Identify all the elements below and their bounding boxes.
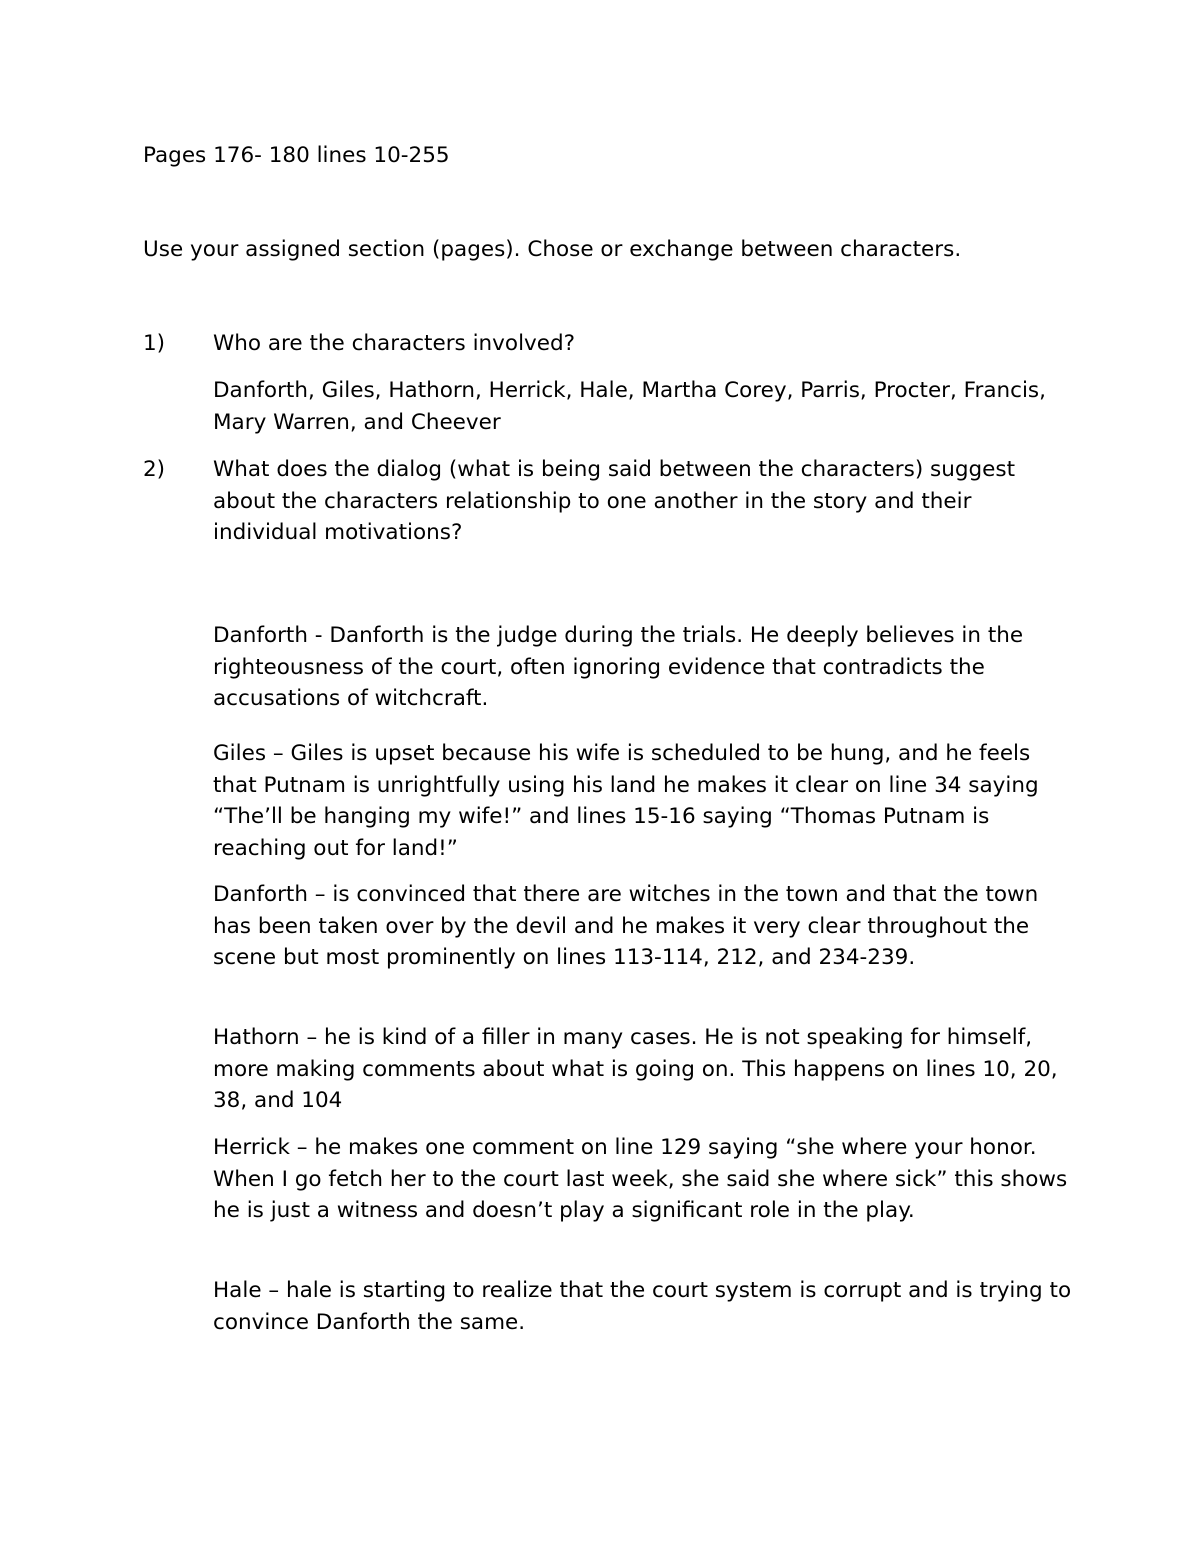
answer-paragraph-danforth-2: Danforth – is convinced that there are witches in the town and that the town has been taken over by the devil and he makes it very clear throughout the scene but most prominently on lines 113-114, 212, and 234-239. (213, 882, 1039, 970)
answer-paragraph-danforth: Danforth - Danforth is the judge during the trials. He deeply believes in the righteousness of the court, often ignoring evidence that contradicts the accusations of witchcraft. (213, 623, 1024, 711)
question-number: 2) (143, 457, 166, 482)
answer-paragraph-herrick: Herrick – he makes one comment on line 129 saying “she where your honor. When I go fetch her to the court last week, she said she where sick” this shows he is just a witness and doesn’t play a significant role in the play. (213, 1135, 1068, 1223)
assignment-instruction: Use your assigned section (pages). Chose or exchange between characters. (143, 237, 962, 262)
answer-characters-list: Danforth, Giles, Hathorn, Herrick, Hale, Martha Corey, Parris, Procter, Francis, Mary Warren, and Cheever (213, 378, 1046, 435)
answer-paragraph-hale: Hale – hale is starting to realize that the court system is corrupt and is trying to convince Danforth the same. (213, 1278, 1072, 1335)
answer-paragraph-hathorn: Hathorn – he is kind of a filler in many cases. He is not speaking for himself, more making comments about what is going on. This happens on lines 10, 20, 38, and 104 (213, 1025, 1058, 1113)
answer-paragraph-giles: Giles – Giles is upset because his wife is scheduled to be hung, and he feels that Putnam is unrightfully using his land he makes it clear on line 34 saying “The’ll be hanging my wife!” and lines 15-16 saying “Thomas Putnam is reaching out for land!” (213, 741, 1039, 861)
question-number: 1) (143, 331, 166, 356)
question-text: What does the dialog (what is being said between the characters) suggest about the characters relationship to one another in the story and their individual motivations? (213, 457, 1016, 545)
question-text: Who are the characters involved? (213, 331, 576, 356)
section-header: Pages 176- 180 lines 10-255 (143, 143, 450, 168)
